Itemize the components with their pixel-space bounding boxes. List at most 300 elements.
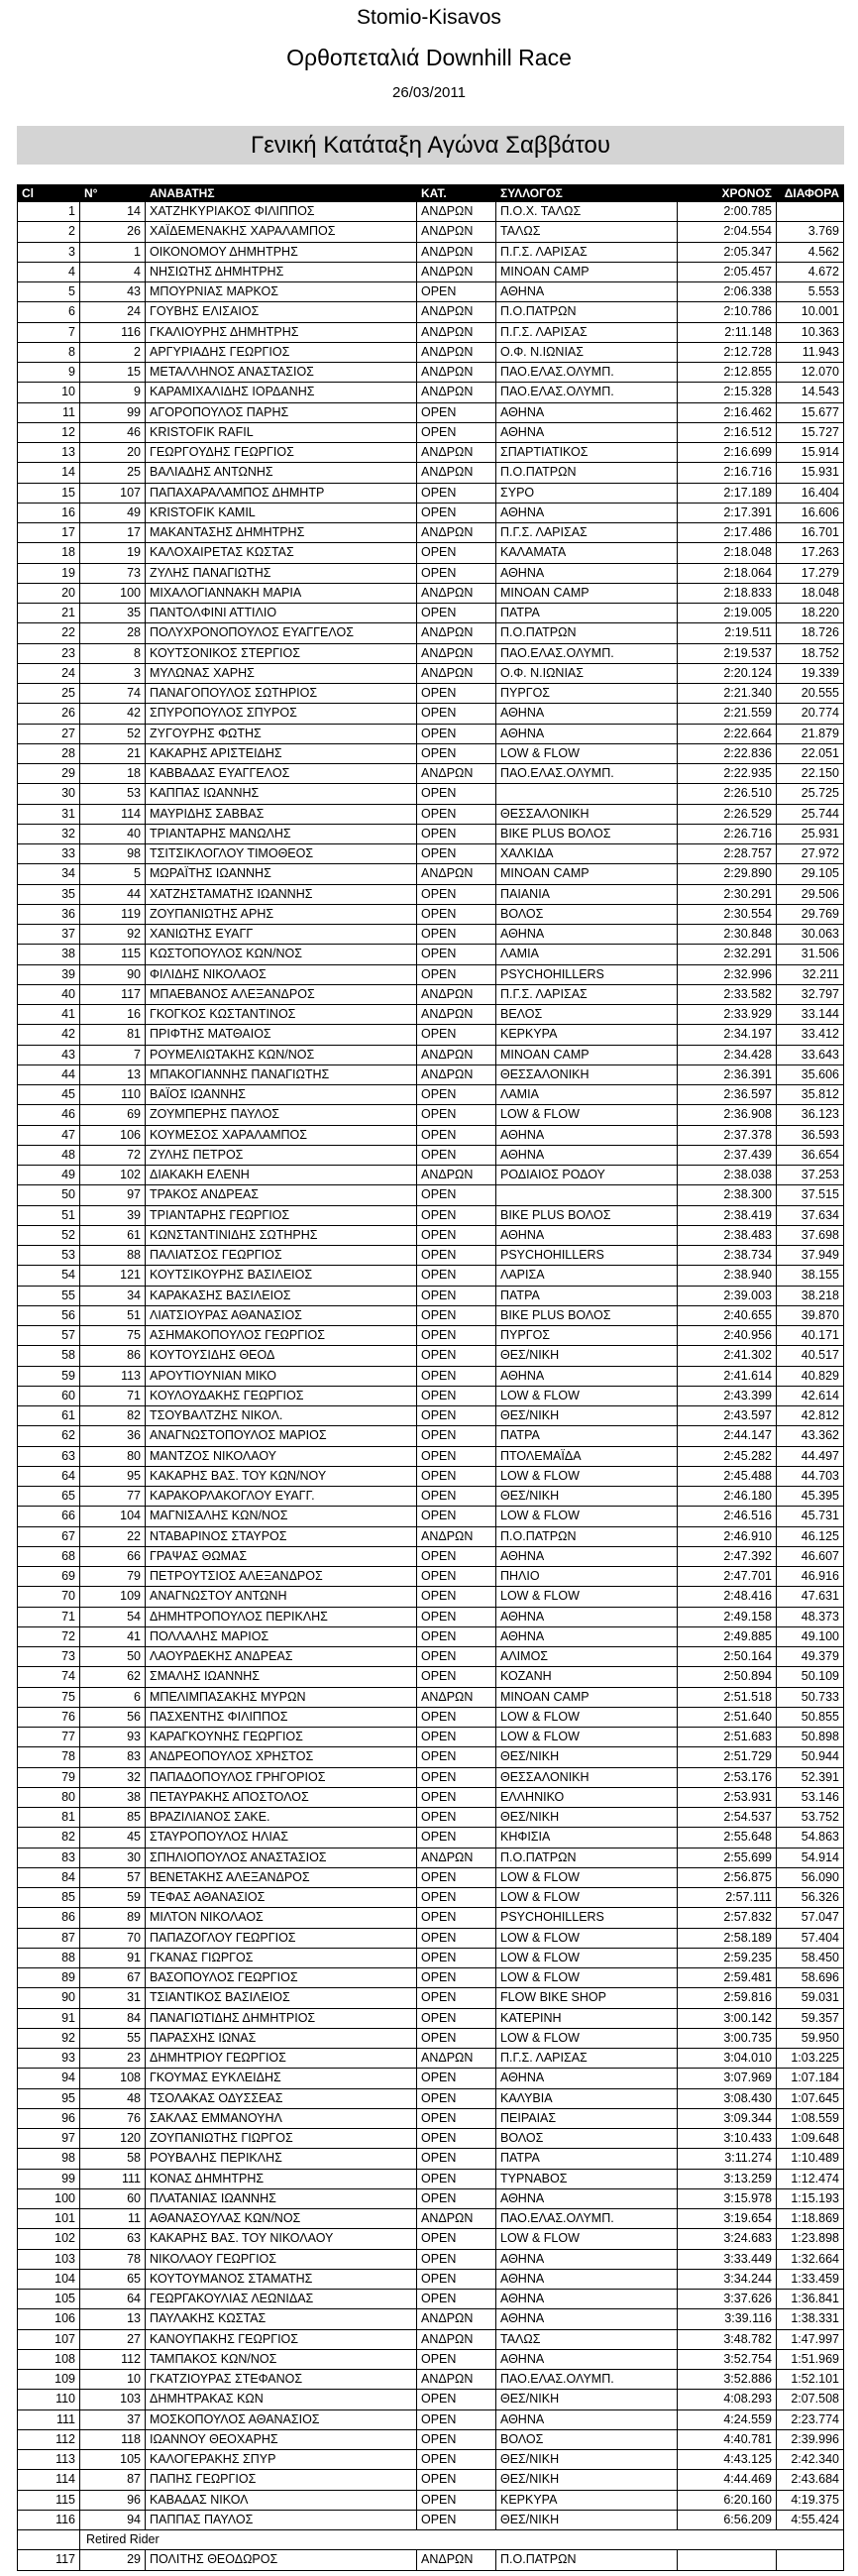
bib-cell: 51 xyxy=(80,1306,146,1325)
time-cell: 3:33.449 xyxy=(678,2250,777,2269)
gap-cell: 16.701 xyxy=(777,523,844,542)
club-cell: ΚΑΛΥΒΙΑ xyxy=(496,2089,678,2108)
category-cell: ΑΝΔΡΩΝ xyxy=(417,363,496,382)
time-cell: 2:40.655 xyxy=(678,1306,777,1325)
result-row xyxy=(18,744,844,764)
result-row xyxy=(18,1426,844,1446)
rank-cell: 105 xyxy=(18,2290,80,2308)
rank-cell: 61 xyxy=(18,1406,80,1425)
club-cell: ΑΘΗΝΑ xyxy=(496,1547,678,1566)
rank-cell: 75 xyxy=(18,1688,80,1707)
retired-separator-row xyxy=(18,2530,844,2550)
club-cell: ΘΕΣ/ΝΙΚΗ xyxy=(496,1808,678,1827)
gap-cell: 20.774 xyxy=(777,704,844,723)
result-row xyxy=(18,1587,844,1607)
time-cell: 2:04.554 xyxy=(678,222,777,241)
result-row xyxy=(18,1065,844,1085)
gap-cell: 36.593 xyxy=(777,1126,844,1145)
category-cell: OPEN xyxy=(417,1708,496,1727)
result-row xyxy=(18,1908,844,1928)
rider-cell: ΔΗΜΗΤΡΙΟΥ ΓΕΩΡΓΙΟΣ xyxy=(146,2049,417,2068)
category-cell: OPEN xyxy=(417,2129,496,2148)
category-cell: ΑΝΔΡΩΝ xyxy=(417,1065,496,1084)
time-cell: 3:00.735 xyxy=(678,2029,777,2048)
club-cell: ΘΕΣΣΑΛΟΝΙΚΗ xyxy=(496,805,678,824)
club-cell: LOW & FLOW xyxy=(496,2029,678,2048)
result-row xyxy=(18,2149,844,2169)
rank-cell: 68 xyxy=(18,1547,80,1566)
result-row xyxy=(18,885,844,905)
category-cell: ΑΝΔΡΩΝ xyxy=(417,222,496,241)
result-row xyxy=(18,1126,844,1146)
gap-cell: 59.950 xyxy=(777,2029,844,2048)
time-cell: 2:51.683 xyxy=(678,1728,777,1746)
rider-cell: ΣΤΑΥΡΟΠΟΥΛΟΣ ΗΛΙΑΣ xyxy=(146,1828,417,1847)
gap-cell: 18.752 xyxy=(777,644,844,663)
bib-cell: 53 xyxy=(80,784,146,803)
time-cell: 2:20.124 xyxy=(678,664,777,683)
bib-cell: 30 xyxy=(80,1848,146,1867)
rank-cell: 28 xyxy=(18,744,80,763)
retired-rank-cell xyxy=(18,2530,80,2549)
rank-cell: 108 xyxy=(18,2350,80,2369)
category-cell: OPEN xyxy=(417,564,496,583)
bib-cell: 42 xyxy=(80,704,146,723)
rider-cell: ΖΟΥΜΠΕΡΗΣ ΠΑΥΛΟΣ xyxy=(146,1105,417,1124)
category-cell: OPEN xyxy=(417,1608,496,1626)
bib-cell: 45 xyxy=(80,1828,146,1847)
bib-cell: 83 xyxy=(80,1747,146,1766)
time-cell: 2:10.786 xyxy=(678,302,777,321)
time-cell: 2:16.462 xyxy=(678,403,777,422)
result-row xyxy=(18,1487,844,1507)
bib-cell: 103 xyxy=(80,2390,146,2408)
club-cell: ΑΘΗΝΑ xyxy=(496,2069,678,2087)
rider-cell: ΤΣΙΑΝΤΙΚΟΣ ΒΑΣΙΛΕΙΟΣ xyxy=(146,1988,417,2007)
gap-cell: 37.253 xyxy=(777,1166,844,1184)
time-cell: 3:00.142 xyxy=(678,2009,777,2028)
rank-cell: 111 xyxy=(18,2410,80,2429)
time-cell: 3:39.116 xyxy=(678,2309,777,2328)
bib-cell: 95 xyxy=(80,1467,146,1486)
result-row xyxy=(18,1005,844,1025)
result-row xyxy=(18,443,844,463)
bib-cell: 82 xyxy=(80,1406,146,1425)
rank-cell: 104 xyxy=(18,2270,80,2289)
rider-cell: ΠΑΛΙΑΤΣΟΣ ΓΕΩΡΓΙΟΣ xyxy=(146,1246,417,1265)
bib-cell: 20 xyxy=(80,443,146,462)
rank-cell: 6 xyxy=(18,302,80,321)
gap-cell: 1:33.459 xyxy=(777,2270,844,2289)
category-cell: OPEN xyxy=(417,1808,496,1827)
category-cell: OPEN xyxy=(417,1949,496,1967)
category-cell: OPEN xyxy=(417,1587,496,1606)
category-cell: ΑΝΔΡΩΝ xyxy=(417,1005,496,1024)
rank-cell: 76 xyxy=(18,1708,80,1727)
gap-cell: 3.769 xyxy=(777,222,844,241)
category-cell: OPEN xyxy=(417,1547,496,1566)
result-row xyxy=(18,2430,844,2450)
bib-cell: 22 xyxy=(80,1527,146,1546)
result-row xyxy=(18,1688,844,1708)
bib-cell: 15 xyxy=(80,363,146,382)
rank-cell: 78 xyxy=(18,1747,80,1766)
time-cell: 3:24.683 xyxy=(678,2229,777,2248)
rank-cell: 89 xyxy=(18,1968,80,1987)
club-cell: ΚΑΛΑΜΑΤΑ xyxy=(496,543,678,562)
time-cell: 2:45.282 xyxy=(678,1447,777,1466)
table-header-row xyxy=(18,185,844,202)
rank-cell: 25 xyxy=(18,684,80,703)
rider-cell: ΚΟΥΜΕΣΟΣ ΧΑΡΑΛΑΜΠΟΣ xyxy=(146,1126,417,1145)
category-cell: OPEN xyxy=(417,1647,496,1666)
club-cell: ΒΟΛΟΣ xyxy=(496,2129,678,2148)
club-cell: MINOAN CAMP xyxy=(496,1688,678,1707)
rider-cell: ΚΑΡΑΚΟΡΛΑΚΟΓΛΟΥ ΕΥΑΓΓ. xyxy=(146,1487,417,1506)
club-cell: ΚΕΡΚΥΡΑ xyxy=(496,2491,678,2510)
time-cell: 2:44.147 xyxy=(678,1426,777,1445)
rank-cell: 90 xyxy=(18,1988,80,2007)
time-cell: 2:06.338 xyxy=(678,282,777,301)
rank-cell: 91 xyxy=(18,2009,80,2028)
gap-cell: 15.931 xyxy=(777,463,844,482)
rider-cell: ΝΙΚΟΛΑΟΥ ΓΕΩΡΓΙΟΣ xyxy=(146,2250,417,2269)
result-row xyxy=(18,2129,844,2149)
gap-cell: 53.752 xyxy=(777,1808,844,1827)
time-cell: 3:11.274 xyxy=(678,2149,777,2168)
bib-cell: 54 xyxy=(80,1608,146,1626)
rank-cell: 98 xyxy=(18,2149,80,2168)
result-row xyxy=(18,1728,844,1747)
result-row xyxy=(18,1185,844,1205)
gap-cell: 50.733 xyxy=(777,1688,844,1707)
result-row xyxy=(18,1266,844,1286)
rider-cell: ΤΡΑΚΟΣ ΑΝΔΡΕΑΣ xyxy=(146,1185,417,1204)
club-cell: ΑΘΗΝΑ xyxy=(496,564,678,583)
result-row xyxy=(18,905,844,925)
category-cell: ΑΝΔΡΩΝ xyxy=(417,1848,496,1867)
rider-cell: ΠΑΣΧΕΝΤΗΣ ΦΙΛΙΠΠΟΣ xyxy=(146,1708,417,1727)
result-row xyxy=(18,243,844,263)
result-row xyxy=(18,1828,844,1848)
category-cell: OPEN xyxy=(417,1828,496,1847)
time-cell: 2:39.003 xyxy=(678,1287,777,1305)
rank-cell: 13 xyxy=(18,443,80,462)
result-row xyxy=(18,825,844,844)
result-row xyxy=(18,2330,844,2350)
category-cell: OPEN xyxy=(417,1627,496,1646)
club-cell: ΚΗΦΙΣΙΑ xyxy=(496,1828,678,1847)
result-row xyxy=(18,202,844,222)
time-cell: 2:22.664 xyxy=(678,725,777,743)
category-cell: OPEN xyxy=(417,1126,496,1145)
time-cell: 2:50.164 xyxy=(678,1647,777,1666)
club-cell: ΠΑΟ.ΕΛΑΣ.ΟΛΥΜΠ. xyxy=(496,2209,678,2228)
rider-cell: ΒΑΛΙΑΔΗΣ ΑΝΤΩΝΗΣ xyxy=(146,463,417,482)
club-cell: ΛΑΜΙΑ xyxy=(496,1085,678,1104)
gap-cell: 1:09.648 xyxy=(777,2129,844,2148)
rank-cell: 101 xyxy=(18,2209,80,2228)
rider-cell: ΤΑΜΠΑΚΟΣ ΚΩΝ/ΝΟΣ xyxy=(146,2350,417,2369)
bib-cell: 35 xyxy=(80,604,146,622)
bib-cell: 65 xyxy=(80,2270,146,2289)
bib-cell: 4 xyxy=(80,263,146,281)
rider-cell: ΦΙΛΙΔΗΣ ΝΙΚΟΛΑΟΣ xyxy=(146,965,417,984)
bib-cell: 25 xyxy=(80,463,146,482)
category-cell: OPEN xyxy=(417,484,496,503)
time-cell: 2:49.158 xyxy=(678,1608,777,1626)
rider-cell: ΖΥΛΗΣ ΠΕΤΡΟΣ xyxy=(146,1146,417,1165)
bib-cell: 56 xyxy=(80,1708,146,1727)
time-cell: 2:11.148 xyxy=(678,323,777,342)
rider-cell: ΠΑΠΑΖΟΓΛΟΥ ΓΕΩΡΓΙΟΣ xyxy=(146,1929,417,1948)
result-row xyxy=(18,1326,844,1346)
rank-cell: 110 xyxy=(18,2390,80,2408)
gap-cell: 47.631 xyxy=(777,1587,844,1606)
time-cell: 2:37.378 xyxy=(678,1126,777,1145)
rank-cell: 50 xyxy=(18,1185,80,1204)
time-cell: 2:47.701 xyxy=(678,1567,777,1586)
category-cell: OPEN xyxy=(417,1185,496,1204)
bib-cell: 113 xyxy=(80,1367,146,1386)
bib-cell: 60 xyxy=(80,2189,146,2208)
time-cell: 2:26.510 xyxy=(678,784,777,803)
rank-cell: 17 xyxy=(18,523,80,542)
club-cell: ΛΑΜΙΑ xyxy=(496,945,678,963)
club-cell xyxy=(496,784,678,803)
result-row xyxy=(18,302,844,322)
time-cell: 3:37.626 xyxy=(678,2290,777,2308)
rank-cell: 22 xyxy=(18,623,80,642)
category-cell: OPEN xyxy=(417,2029,496,2048)
gap-cell: 1:32.664 xyxy=(777,2250,844,2269)
bib-cell: 13 xyxy=(80,2309,146,2328)
category-cell: OPEN xyxy=(417,1246,496,1265)
time-cell xyxy=(678,2550,777,2569)
time-cell: 2:46.910 xyxy=(678,1527,777,1546)
rider-cell: ΑΓΟΡΟΠΟΥΛΟΣ ΠΑΡΗΣ xyxy=(146,403,417,422)
category-cell: OPEN xyxy=(417,1988,496,2007)
time-cell: 2:32.996 xyxy=(678,965,777,984)
category-cell: OPEN xyxy=(417,1768,496,1787)
result-row xyxy=(18,1507,844,1526)
rank-cell: 11 xyxy=(18,403,80,422)
time-cell: 2:19.537 xyxy=(678,644,777,663)
bib-cell: 105 xyxy=(80,2450,146,2469)
result-row xyxy=(18,1547,844,1567)
rider-cell: ΜΙΧΑΛΟΓΙΑΝΝΑΚΗ ΜΑΡΙΑ xyxy=(146,584,417,603)
gap-cell: 4:19.375 xyxy=(777,2491,844,2510)
time-cell: 2:19.005 xyxy=(678,604,777,622)
column-header-club: ΣΥΛΛΟΓΟΣ xyxy=(496,185,678,202)
category-cell: OPEN xyxy=(417,784,496,803)
result-row xyxy=(18,965,844,985)
rider-cell: ΠΑΠΑΔΟΠΟΥΛΟΣ ΓΡΗΓΟΡΙΟΣ xyxy=(146,1768,417,1787)
club-cell: Ο.Φ. Ν.ΙΩΝΙΑΣ xyxy=(496,343,678,362)
time-cell: 4:08.293 xyxy=(678,2390,777,2408)
rider-cell: ΑΡΟΥΤΙΟΥΝΙΑΝ ΜΙΚΟ xyxy=(146,1367,417,1386)
rank-cell: 19 xyxy=(18,564,80,583)
rider-cell: ΜΩΡΑΪΤΗΣ ΙΩΑΝΝΗΣ xyxy=(146,864,417,883)
gap-cell: 49.100 xyxy=(777,1627,844,1646)
bib-cell: 21 xyxy=(80,744,146,763)
gap-cell: 46.125 xyxy=(777,1527,844,1546)
rider-cell: ΤΡΙΑΝΤΑΡΗΣ ΓΕΩΡΓΙΟΣ xyxy=(146,1206,417,1225)
bib-cell: 13 xyxy=(80,1065,146,1084)
result-row xyxy=(18,2309,844,2329)
result-row xyxy=(18,2511,844,2530)
rank-cell: 56 xyxy=(18,1306,80,1325)
club-cell: ΤΑΛΩΣ xyxy=(496,222,678,241)
gap-cell: 30.063 xyxy=(777,925,844,944)
rider-cell: ΒΑΪΟΣ ΙΩΑΝΝΗΣ xyxy=(146,1085,417,1104)
club-cell: Ο.Φ. Ν.ΙΩΝΙΑΣ xyxy=(496,664,678,683)
rank-cell: 34 xyxy=(18,864,80,883)
category-cell: OPEN xyxy=(417,1326,496,1345)
category-cell: ΑΝΔΡΩΝ xyxy=(417,2330,496,2349)
club-cell: LOW & FLOW xyxy=(496,1968,678,1987)
club-cell: LOW & FLOW xyxy=(496,1467,678,1486)
bib-cell: 100 xyxy=(80,584,146,603)
race-title: Ορθοπεταλιά Downhill Race xyxy=(286,45,572,70)
rank-cell: 8 xyxy=(18,343,80,362)
rank-cell: 85 xyxy=(18,1888,80,1907)
gap-cell: 16.404 xyxy=(777,484,844,503)
rank-cell: 77 xyxy=(18,1728,80,1746)
category-cell: OPEN xyxy=(417,925,496,944)
bib-cell: 3 xyxy=(80,664,146,683)
bib-cell: 32 xyxy=(80,1768,146,1787)
rider-cell: ΜΠΟΥΡΝΙΑΣ ΜΑΡΚΟΣ xyxy=(146,282,417,301)
result-row xyxy=(18,604,844,623)
bib-cell: 111 xyxy=(80,2170,146,2188)
gap-cell: 40.517 xyxy=(777,1346,844,1365)
club-cell: MINOAN CAMP xyxy=(496,864,678,883)
rider-cell: ΔΙΑΚΑΚΗ ΕΛΕΝΗ xyxy=(146,1166,417,1184)
club-cell: ΠΥΡΓΟΣ xyxy=(496,684,678,703)
result-row xyxy=(18,945,844,964)
category-cell: OPEN xyxy=(417,2089,496,2108)
rider-cell: ΠΟΛΛΑΛΗΣ ΜΑΡΙΟΣ xyxy=(146,1627,417,1646)
rider-cell: ΜΑΥΡΙΔΗΣ ΣΑΒΒΑΣ xyxy=(146,805,417,824)
club-cell: Π.Ο.ΠΑΤΡΩΝ xyxy=(496,623,678,642)
gap-cell: 15.914 xyxy=(777,443,844,462)
club-cell: ΑΘΗΝΑ xyxy=(496,2290,678,2308)
bib-cell: 66 xyxy=(80,1547,146,1566)
club-cell: LOW & FLOW xyxy=(496,2229,678,2248)
club-cell: LOW & FLOW xyxy=(496,1708,678,1727)
category-cell: ΑΝΔΡΩΝ xyxy=(417,2049,496,2068)
rank-cell: 38 xyxy=(18,945,80,963)
time-cell: 2:34.197 xyxy=(678,1025,777,1044)
time-cell: 2:17.486 xyxy=(678,523,777,542)
category-cell: ΑΝΔΡΩΝ xyxy=(417,1527,496,1546)
category-cell: ΑΝΔΡΩΝ xyxy=(417,1046,496,1064)
gap-cell: 1:38.331 xyxy=(777,2309,844,2328)
rider-cell: ΟΙΚΟΝΟΜΟΥ ΔΗΜΗΤΡΗΣ xyxy=(146,243,417,262)
rank-cell: 57 xyxy=(18,1326,80,1345)
rank-cell: 84 xyxy=(18,1868,80,1887)
time-cell: 2:59.481 xyxy=(678,1968,777,1987)
rider-cell: ΓΕΩΡΓΑΚΟΥΛΙΑΣ ΛΕΩΝΙΔΑΣ xyxy=(146,2290,417,2308)
gap-cell: 2:23.774 xyxy=(777,2410,844,2429)
rider-cell: ΠΑΡΑΣΧΗΣ ΙΩΝΑΣ xyxy=(146,2029,417,2048)
club-cell: Π.Γ.Σ. ΛΑΡΙΣΑΣ xyxy=(496,985,678,1004)
bib-cell: 61 xyxy=(80,1226,146,1245)
time-cell: 2:51.518 xyxy=(678,1688,777,1707)
results-table xyxy=(17,184,844,2571)
bib-cell: 44 xyxy=(80,885,146,904)
rank-cell: 102 xyxy=(18,2229,80,2248)
bib-cell: 48 xyxy=(80,2089,146,2108)
result-row xyxy=(18,2229,844,2249)
gap-cell: 59.357 xyxy=(777,2009,844,2028)
rider-cell: ΚΩΝΣΤΑΝΤΙΝΙΔΗΣ ΣΩΤΗΡΗΣ xyxy=(146,1226,417,1245)
rank-cell: 10 xyxy=(18,383,80,401)
bib-cell: 58 xyxy=(80,2149,146,2168)
rank-cell: 80 xyxy=(18,1788,80,1807)
club-cell: Π.Ο.ΠΑΤΡΩΝ xyxy=(496,1848,678,1867)
time-cell: 2:43.597 xyxy=(678,1406,777,1425)
result-row xyxy=(18,263,844,282)
club-cell: LOW & FLOW xyxy=(496,1728,678,1746)
gap-cell: 22.051 xyxy=(777,744,844,763)
time-cell: 2:43.399 xyxy=(678,1387,777,1405)
rank-cell: 69 xyxy=(18,1567,80,1586)
result-row xyxy=(18,2049,844,2069)
club-cell: Π.Ο.ΠΑΤΡΩΝ xyxy=(496,463,678,482)
result-row xyxy=(18,2350,844,2370)
rank-cell: 100 xyxy=(18,2189,80,2208)
result-row xyxy=(18,463,844,483)
gap-cell: 54.914 xyxy=(777,1848,844,1867)
rider-cell: ΠΟΛΙΤΗΣ ΘΕΟΔΩΡΟΣ xyxy=(146,2550,417,2569)
category-cell: OPEN xyxy=(417,1406,496,1425)
result-row xyxy=(18,1808,844,1828)
time-cell: 2:46.516 xyxy=(678,1507,777,1525)
result-row xyxy=(18,1246,844,1266)
rider-cell: ΧΑΤΖΗΚΥΡΙΑΚΟΣ ΦΙΛΙΠΠΟΣ xyxy=(146,202,417,221)
time-cell: 2:53.176 xyxy=(678,1768,777,1787)
club-cell: ΠΕΙΡΑΙΑΣ xyxy=(496,2109,678,2128)
category-cell: OPEN xyxy=(417,725,496,743)
bib-cell: 72 xyxy=(80,1146,146,1165)
gap-cell: 25.931 xyxy=(777,825,844,843)
rank-cell: 115 xyxy=(18,2491,80,2510)
rider-cell: ΛΑΟΥΡΔΕΚΗΣ ΑΝΔΡΕΑΣ xyxy=(146,1647,417,1666)
time-cell: 2:45.488 xyxy=(678,1467,777,1486)
time-cell: 2:12.728 xyxy=(678,343,777,362)
rank-cell: 86 xyxy=(18,1908,80,1927)
bib-cell: 92 xyxy=(80,925,146,944)
gap-cell: 45.731 xyxy=(777,1507,844,1525)
gap-cell: 50.898 xyxy=(777,1728,844,1746)
rank-cell: 3 xyxy=(18,243,80,262)
category-cell: OPEN xyxy=(417,1367,496,1386)
rider-cell: ΑΡΓΥΡΙΑΔΗΣ ΓΕΩΡΓΙΟΣ xyxy=(146,343,417,362)
time-cell: 2:21.340 xyxy=(678,684,777,703)
gap-cell: 22.150 xyxy=(777,764,844,783)
result-row xyxy=(18,2491,844,2511)
time-cell: 2:38.940 xyxy=(678,1266,777,1285)
club-cell: ΚΕΡΚΥΡΑ xyxy=(496,1025,678,1044)
rider-cell: ΓΚΑΝΑΣ ΓΙΩΡΓΟΣ xyxy=(146,1949,417,1967)
rank-cell: 82 xyxy=(18,1828,80,1847)
result-row xyxy=(18,985,844,1005)
rank-cell: 40 xyxy=(18,985,80,1004)
club-cell: ΠΑΤΡΑ xyxy=(496,1287,678,1305)
rank-cell: 70 xyxy=(18,1587,80,1606)
